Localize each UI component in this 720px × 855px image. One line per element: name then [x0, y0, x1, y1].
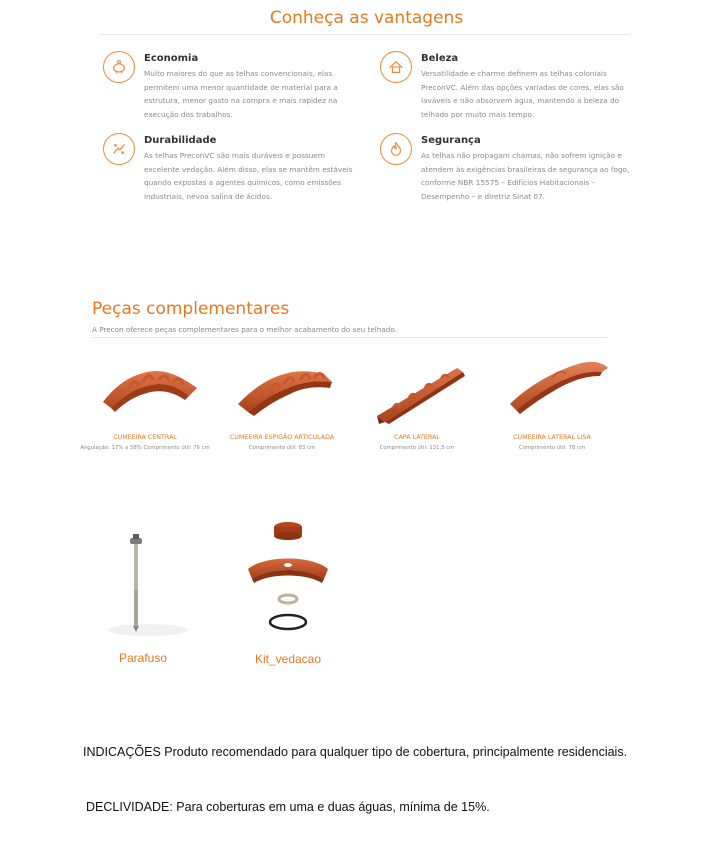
extra-parafuso[interactable] — [100, 530, 200, 665]
piece-name[interactable]: CUMEEIRA ESPIGÃO ARTICULADA — [229, 434, 335, 441]
advantage-title: Segurança — [421, 135, 481, 146]
cumeeira-lateral-lisa-image — [492, 358, 612, 430]
piece-name[interactable]: CUMEEIRA CENTRAL — [113, 434, 177, 441]
extra-label[interactable]: Parafuso — [118, 651, 168, 665]
piece-desc: Comprimento útil: 78 cm — [518, 445, 586, 451]
pieces-title: Peças complementares — [92, 299, 290, 319]
piece-capa-lateral[interactable] — [347, 358, 487, 453]
extra-label[interactable]: Kit_vedacao — [254, 652, 322, 666]
advantages-title: Conheça as vantagens — [269, 8, 464, 28]
piece-cumeeira-lateral-lisa[interactable] — [482, 358, 622, 453]
house-roof-icon — [380, 51, 412, 83]
advantage-text: Versatilidade e charme definem as telhas coloniais PreconVC. Além das opções variadas de cores, elas são laváveis e não absorvem água, mantendo a beleza do telhado por muito mais tempo. — [421, 69, 624, 119]
advantage-text: As telhas não propagam chamas, não sofrem ignição e atendem às exigências brasileiras de segurança ao fogo, conforme NBR 15575 – Edifícios Habitacionais – Desempenho – e diretriz Sinat 07. — [421, 151, 630, 201]
cumeeira-espigao-image — [222, 358, 342, 430]
advantage-title: Beleza — [421, 53, 459, 64]
advantage-title: Economia — [144, 53, 199, 64]
capa-lateral-image — [357, 358, 477, 430]
piece-desc: Comprimento útil: 131,5 cm — [379, 445, 455, 451]
divider — [100, 34, 630, 35]
screw-image — [100, 530, 200, 638]
divider — [92, 337, 607, 338]
piggy-bank-icon — [103, 51, 135, 83]
pieces-subtitle: A Precon oferece peças complementares para o melhor acabamento do seu telhado. — [92, 325, 397, 334]
cumeeira-central-image — [85, 358, 205, 430]
indicacoes-text: INDICAÇÕES Produto recomendado para qualquer tipo de cobertura, principalmente residenciais. — [83, 745, 628, 759]
advantage-text: As telhas PreconVC são mais duráveis e possuem excelente vedação. Além disso, elas se mantêm estáveis quando expostas a agentes químicos, como emissões industriais, névoa salina de ácidos. — [144, 151, 353, 201]
declividade-text: DECLIVIDADE: Para coberturas em uma e duas águas, mínima de 15%. — [86, 800, 490, 814]
seal-kit-image — [238, 515, 338, 637]
piece-cumeeira-espigao-articulada[interactable] — [212, 358, 352, 453]
extra-kit-vedacao[interactable] — [238, 515, 338, 666]
advantage-title: Durabilidade — [144, 135, 217, 146]
piece-cumeeira-central[interactable] — [75, 358, 215, 453]
flame-icon — [380, 133, 412, 165]
piece-name[interactable]: CUMEEIRA LATERAL LISA — [513, 434, 591, 441]
advantage-text: Muito maiores do que as telhas convencionais, elas permitem uma menor quantidade de material para a estrutura, menor gasto na compra e mais rapidez na execução dos trabalhos. — [144, 69, 338, 119]
durability-icon — [103, 133, 135, 165]
piece-desc: Comprimento útil: 83 cm — [248, 445, 316, 451]
piece-name[interactable]: CAPA LATERAL — [394, 434, 440, 441]
piece-desc: Angulação: 17% a 58% Comprimento útil: 76 cm — [80, 445, 210, 451]
